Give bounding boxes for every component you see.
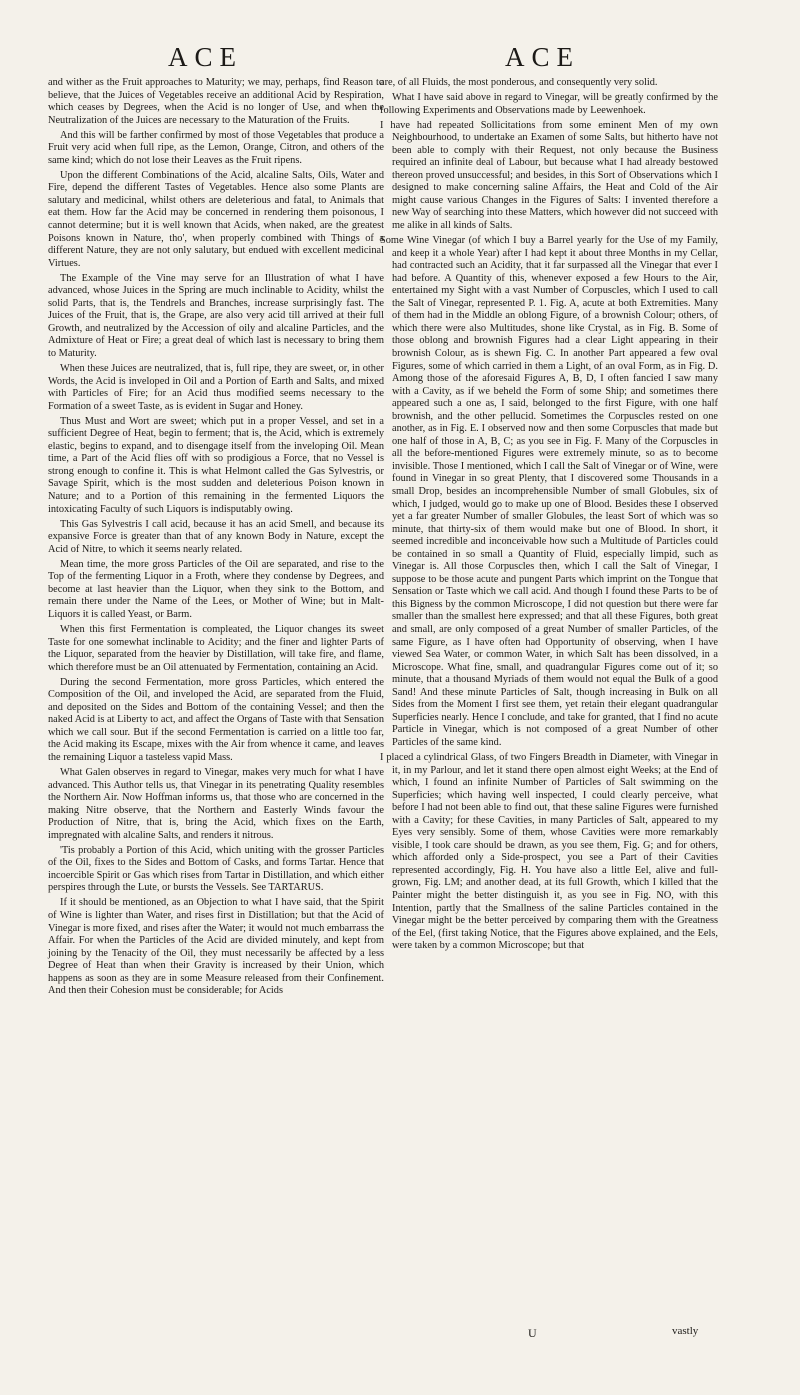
paragraph: 'Tis probably a Portion of this Acid, which uniting with the grosser Particles of the Oil, fixes to the Sides and Bottom of Casks, and forms Tartar. Hence that incoercible Spirit or Gas which rises from Tartar in Distillation, and which either perspires through the Lute, or bursts the Vessels. See TARTARUS. xyxy=(48,844,384,894)
paragraph: Upon the different Combinations of the Acid, alcaline Salts, Oils, Water and Fire, depend the different Tastes of Vegetables. Hence also some Plants are salutary and medicinal, whilst others are deleterious and fatal, to Animals that eat them. How far the Acid may be concerned in rendering them poisonous, I cannot determine; but it is well known that Acids, when naked, are the greatest Poisons known in Nature, tho', when properly combined with Things of a different Nature, they are not only salutary, but endued with excellent medicinal Virtues. xyxy=(48,169,384,269)
paragraph: What I have said above in regard to Vinegar, will be greatly confirmed by the following Experiments and Observations made by Leewenhoek. xyxy=(380,92,718,116)
quoted-paragraph: I have had repeated Sollicitations from some eminent Men of my own Neighbourhood, to undertake an Examen of some Salts, but hitherto have not been able to comply with their Request, not only because the Business required an infinite deal of Labour, but because what I had already bestowed thereon proved unsuccessful; and besides, in this Sort of Observations which I designed to make concerning saline Affairs, the Heat and Cold of the Air might cause various Changes in the Figures of Salts: I invented therefore a new Way of searching into these Matters, which however did not succeed with me alike in all kinds of Salts. xyxy=(380,119,718,232)
paragraph: What Galen observes in regard to Vinegar, makes very much for what I have advanced. This Author tells us, that Vinegar in its penetrating Quality resembles the Northern Air. Now Hoffman informs us, that those who are concerned in the making Nitre observe, that the Northern and Easterly Winds favour the Production of Nitre, that is, bring the Acid, which fixes on the Earth, impregnated with alcaline Salts, and renders it nitrous. xyxy=(48,766,384,841)
paragraph: Mean time, the more gross Particles of the Oil are separated, and rise to the Top of the fermenting Liquor in a Froth, where they condense by Degrees, and become at last heavier than the Liquor, when they sink to the Bottom, and remain there under the Name of the Lees, or Mother of Wine; but in Malt-Liquors it is called Yeast, or Barm. xyxy=(48,558,384,620)
catchword: vastly xyxy=(672,1325,699,1337)
paragraph: During the second Fermentation, more gross Particles, which entered the Composition of the Oil, and inveloped the Acid, are separated from the Fluid, and deposited on the Sides and Bottom of the containing Vessel; and then the naked Acid is at Liberty to act, and affect the Organs of Taste with that Sensation which we call sour. But if the second Fermentation is carried on a little too far, the Acid making its Escape, mixes with the Air from whence it came, and leaves the remaining Liquor a tasteless vapid Mass. xyxy=(48,676,384,763)
header-left-word: ACE xyxy=(168,42,243,72)
paragraph: And this will be farther confirmed by most of those Vegetables that produce a Fruit very acid when full ripe, as the Lemon, Orange, Citron, and others of the same kind; which do not lose their Leaves as the Fruit ripens. xyxy=(48,129,384,166)
paragraph: If it should be mentioned, as an Objection to what I have said, that the Spirit of Wine is lighter than Water, and rises first in Distillation; but that the Acid of Vinegar is more fixed, and rises after the Water; it would not much embarrass the Affair. For when the Particles of the Acid are divided minutely, and kept from joining by the Tenacity of the Oil, they must necessarily be affected by a less Degree of Heat than when their Gravity is increased by their Union, which happens as soon as they are in some Measure released from their Confinement. And then their Cohesion must be considerable; for Acids xyxy=(48,897,384,997)
quoted-paragraph: I placed a cylindrical Glass, of two Fingers Breadth in Diameter, with Vinegar in it, in my Parlour, and let it stand there open almost eight Weeks; at the End of which, I found an infinite Number of Particles of Salt swimming on the Superficies; which having well inspected, I could clearly perceive, what before I had not been able to find out, that these saline Figures were furnished with a Cavity; for these Cavities, in many Particles of Salt, appeared to my Eyes very sensibly. Some of them, whose Cavities were more remarkably visible, I took care should be drawn, as you see them, Fig. G; and for others, which afforded only a Side-prospect, you see a Part of their Cavities represented accordingly, Fig. H. You have also a little Eel, alive and full-grown, Fig. LM; and another dead, at its full Growth, which I killed that the Painter might the better distinguish it, as you see in Fig. NO, with this Intention, partly that the Smallness of the saline Particles contained in the Vinegar might be the better perceived by comparing them with the Greatness of the Eel, (first taking Notice, that the Figures above explained, and the Eels, were taken by a common Microscope; but that xyxy=(380,751,718,952)
paragraph: This Gas Sylvestris I call acid, because it has an acid Smell, and because its expansive Force is greater than that of any known Body in Nature, except the Acid of Nitre, to which it seems nearly related. xyxy=(48,518,384,555)
header-right-word: ACE xyxy=(505,42,580,72)
quoted-paragraph: Some Wine Vinegar (of which I buy a Barrel yearly for the Use of my Family, and keep it a whole Year) after I had kept it about three Months in my Cellar, had contracted such an Acidity, that it far surpassed all the Vinegar that ever I had before. A Quantity of this, whenever exposed a few Hours to the Air, entertained my Sight with a vast Number of Corpuscles, which I used to call the Salt of Vinegar, represented P. 1. Fig. A, acute at both Extremities. Many of them had in the Middle an oblong Figure, of a brownish Colour; others, of which there were also Multitudes, shone like Crystal, as in Fig. B. Some of those oblong and brownish Figures had a clear Light appearing in their brownish Colour, as is shewn Fig. C. In another Part appeared a few oval Figures, some of which carried in them a Light, of an oval Form, as in Fig. D. Among those of the aforesaid Figures A, B, D, I often fancied I saw many with a Cavity, as if we beheld the Form of some Ship; and sometimes there appeared such a one as, I said, belonged to the first Figure, with one half brownish, and the other pellucid. Sometimes the Corpuscles rested on one another, as in Fig. E. I observed now and then some Corpuscles that made but one half of those in A, B, C; as you see in Fig. F. Many of the Corpuscles in all the before-mentioned Figures were extremely minute, so as to become invisible. Those I mentioned, which I call the Salt of Vinegar or of Wine, were found in Vinegar in so great Plenty, that I discovered some Thousands in a small Drop, besides an incomprehensible Number of small Globules, six of which, I judged, would go to make up one of Blood. Besides these I observed yet a far greater Number of smaller Globules, the least Sort of which was so minute, that thirty-six of them would make but one of Blood. In short, it seemed incredible and inconceivable how such a Multitude of Particles could be contained in so small a Quantity of Fluid, especially limpid, such as Vinegar is. All those Corpuscles then, which I call the Salt of Vinegar, I suppose to be those acute and pungent Parts which imprint on the Tongue that Sensation or Taste which we call acid. And though I found these Parts to be of this Bigness by the common Microscope, I did not question but there were far smaller than the smallest here expressed; and that all these Figures, both great and small, are only composed of a great Number of smaller Particles, of the same Figure, as I have often had Opportunity of observing, when I have viewed Sea Water, or common Water, in which Salt has been dissolved, in a Microscope. What fine, small, and quadrangular Figures come out of it; so minute, that a thousand Myriads of them would not equal the Bulk of a good Sand! And these minute Particles of Salt, though increasing in Bulk on all Sides from the Moment I first see them, yet retain their elegant quadrangular Superficies nearly. Hence I conclude, and take for granted, that I find no acute Particle in Vinegar, which is not composed of a great Number of other Particles of the same kind. xyxy=(380,235,718,748)
paragraph: and wither as the Fruit approaches to Maturity; we may, perhaps, find Reason to believe, that the Juices of Vegetables receive an additional Acid by Respiration, which ceases by Degrees, when the Acid is no longer of Use, and when the Neutralization of the Juices are necessary to the Maturation of the Fruits. xyxy=(48,77,384,126)
signature-mark: U xyxy=(528,1326,537,1340)
running-header xyxy=(0,42,800,82)
paragraph: The Example of the Vine may serve for an Illustration of what I have advanced, whose Juices in the Spring are much inclinable to Acidity, whilst the solid Parts, that is, the Tendrels and Branches, increase surprisingly fast. The Juices of the Fruit, that is, the Grape, are also very acid till arrived at their full Growth, and neutralized by the Accession of oily and alcaline Particles, and the Admixture of Heat or Fire; a great deal of which last is necessary to bring them to Maturity. xyxy=(48,272,384,359)
left-column xyxy=(48,77,384,1000)
paragraph: When this first Fermentation is compleated, the Liquor changes its sweet Taste for one somewhat inclinable to Acidity; and the finer and lighter Parts of the Liquor, separated from the heavier by Distillation, will take fire, and flame, which therefore must be an Oil attenuated by Fermentation, containing an Acid. xyxy=(48,623,384,673)
right-column xyxy=(380,77,718,955)
paragraph: are, of all Fluids, the most ponderous, and consequently very solid. xyxy=(380,77,658,88)
paragraph: When these Juices are neutralized, that is, full ripe, they are sweet, or, in other Words, the Acid is inveloped in Oil and a Portion of Earth and Salts, and mixed with Particles of Fire; for an Acid thus modified seems necessary to the Formation of a sweet Taste, as is evident in Sugar and Honey. xyxy=(48,363,384,412)
paragraph: Thus Must and Wort are sweet; which put in a proper Vessel, and set in a sufficient Degree of Heat, begin to ferment; that is, the Acid, which is extremely elastic, begins to expand, and to disengage itself from the inveloping Oil. Mean time, a Part of the Acid flies off with so prodigious a Force, that no Vessel is strong enough to confine it. This is what Helmont called the Gas Sylvestris, or Savage Spirit, which is the most sudden and deleterious Poison known in Nature; and to a Portion of this remaining in the fermented Liquors the intoxicating Faculty of such Liquors is indisputably owing. xyxy=(48,415,384,515)
